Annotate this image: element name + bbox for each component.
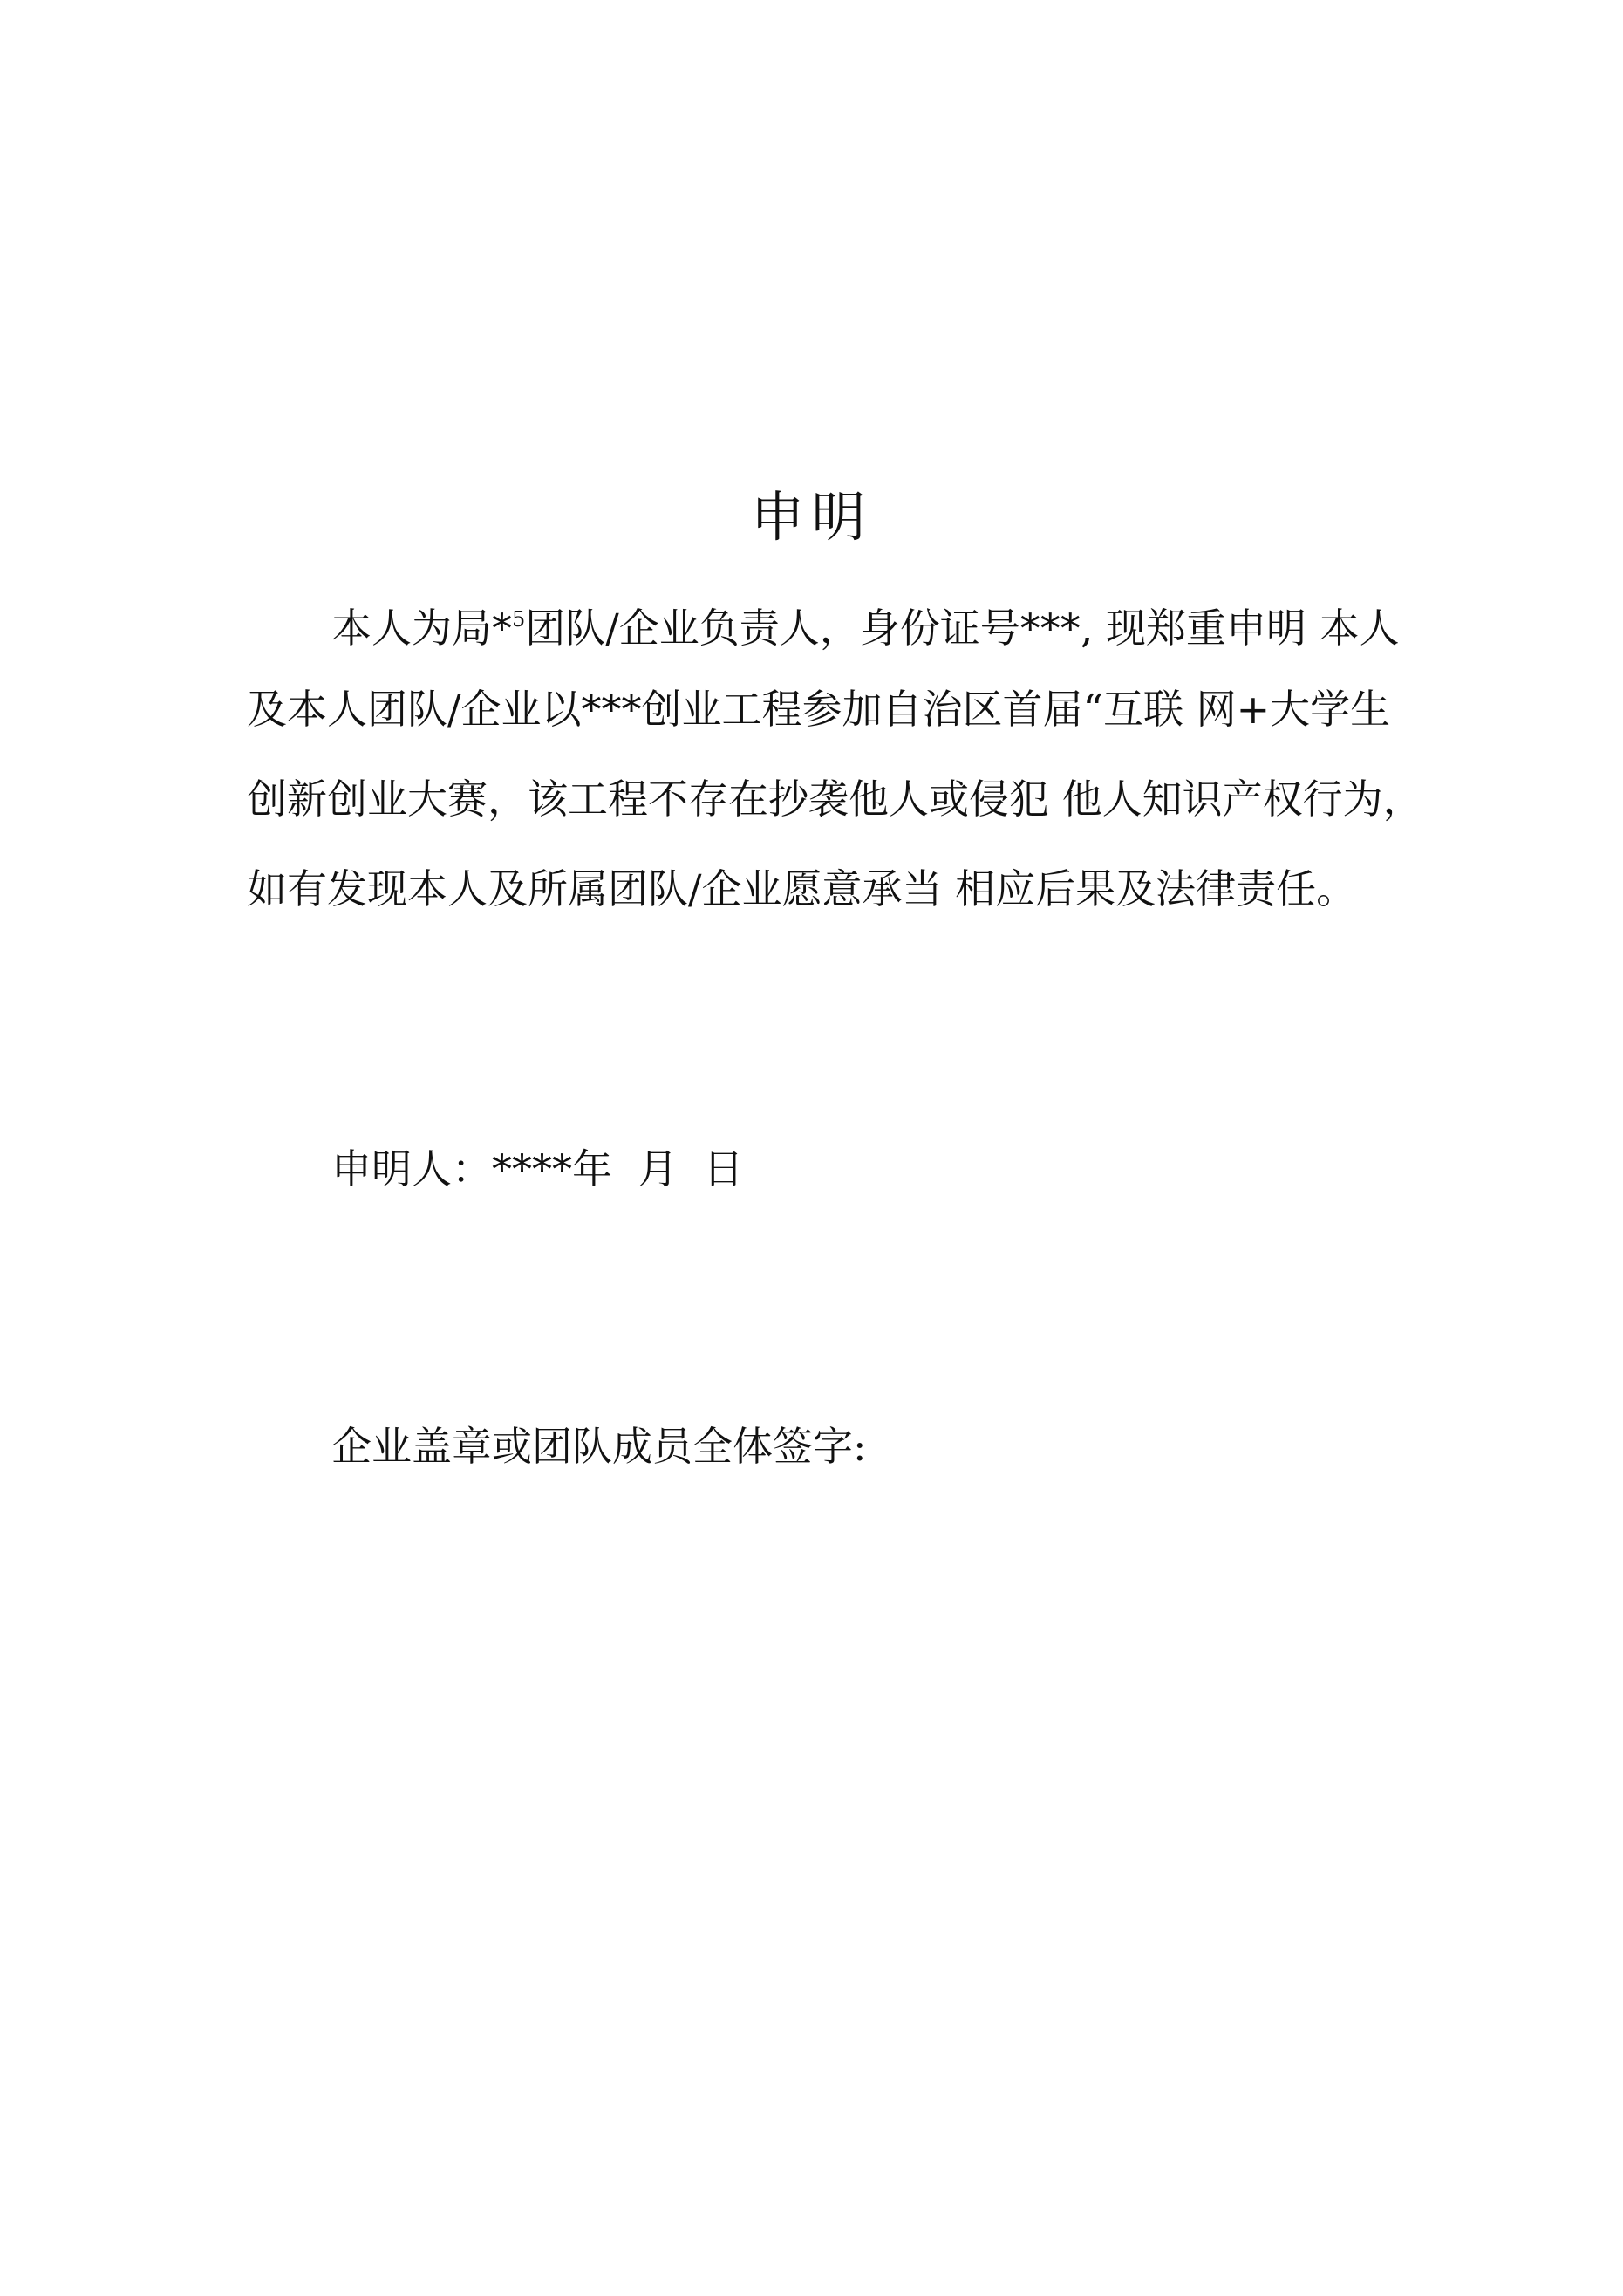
body-line-2: 及本人团队/企业以***创业工程参加自治区首届“互联 网+大学生	[247, 686, 1391, 733]
body-line-1-post: 团队/企业负责人，身份证号***, 现郑重申明 本人	[525, 605, 1400, 652]
document-title: 申明	[750, 485, 873, 549]
body-line-3: 创新创业大赛，该工程不存在抄袭他人或侵犯 他人知识产权行为，	[247, 776, 1423, 823]
declarant-date-line: 申明人：****年 月 日	[331, 1145, 744, 1192]
body-line-1	[331, 593, 1400, 654]
seal-signature-line: 企业盖章或团队成员全体签字:	[331, 1423, 867, 1470]
body-line-1-superscript: 5	[512, 607, 526, 632]
body-line-4: 如有发现本人及所属团队/企业愿意承当 相应后果及法律责任。	[247, 865, 1357, 912]
body-line-1-pre: 本人为局*	[331, 605, 512, 652]
